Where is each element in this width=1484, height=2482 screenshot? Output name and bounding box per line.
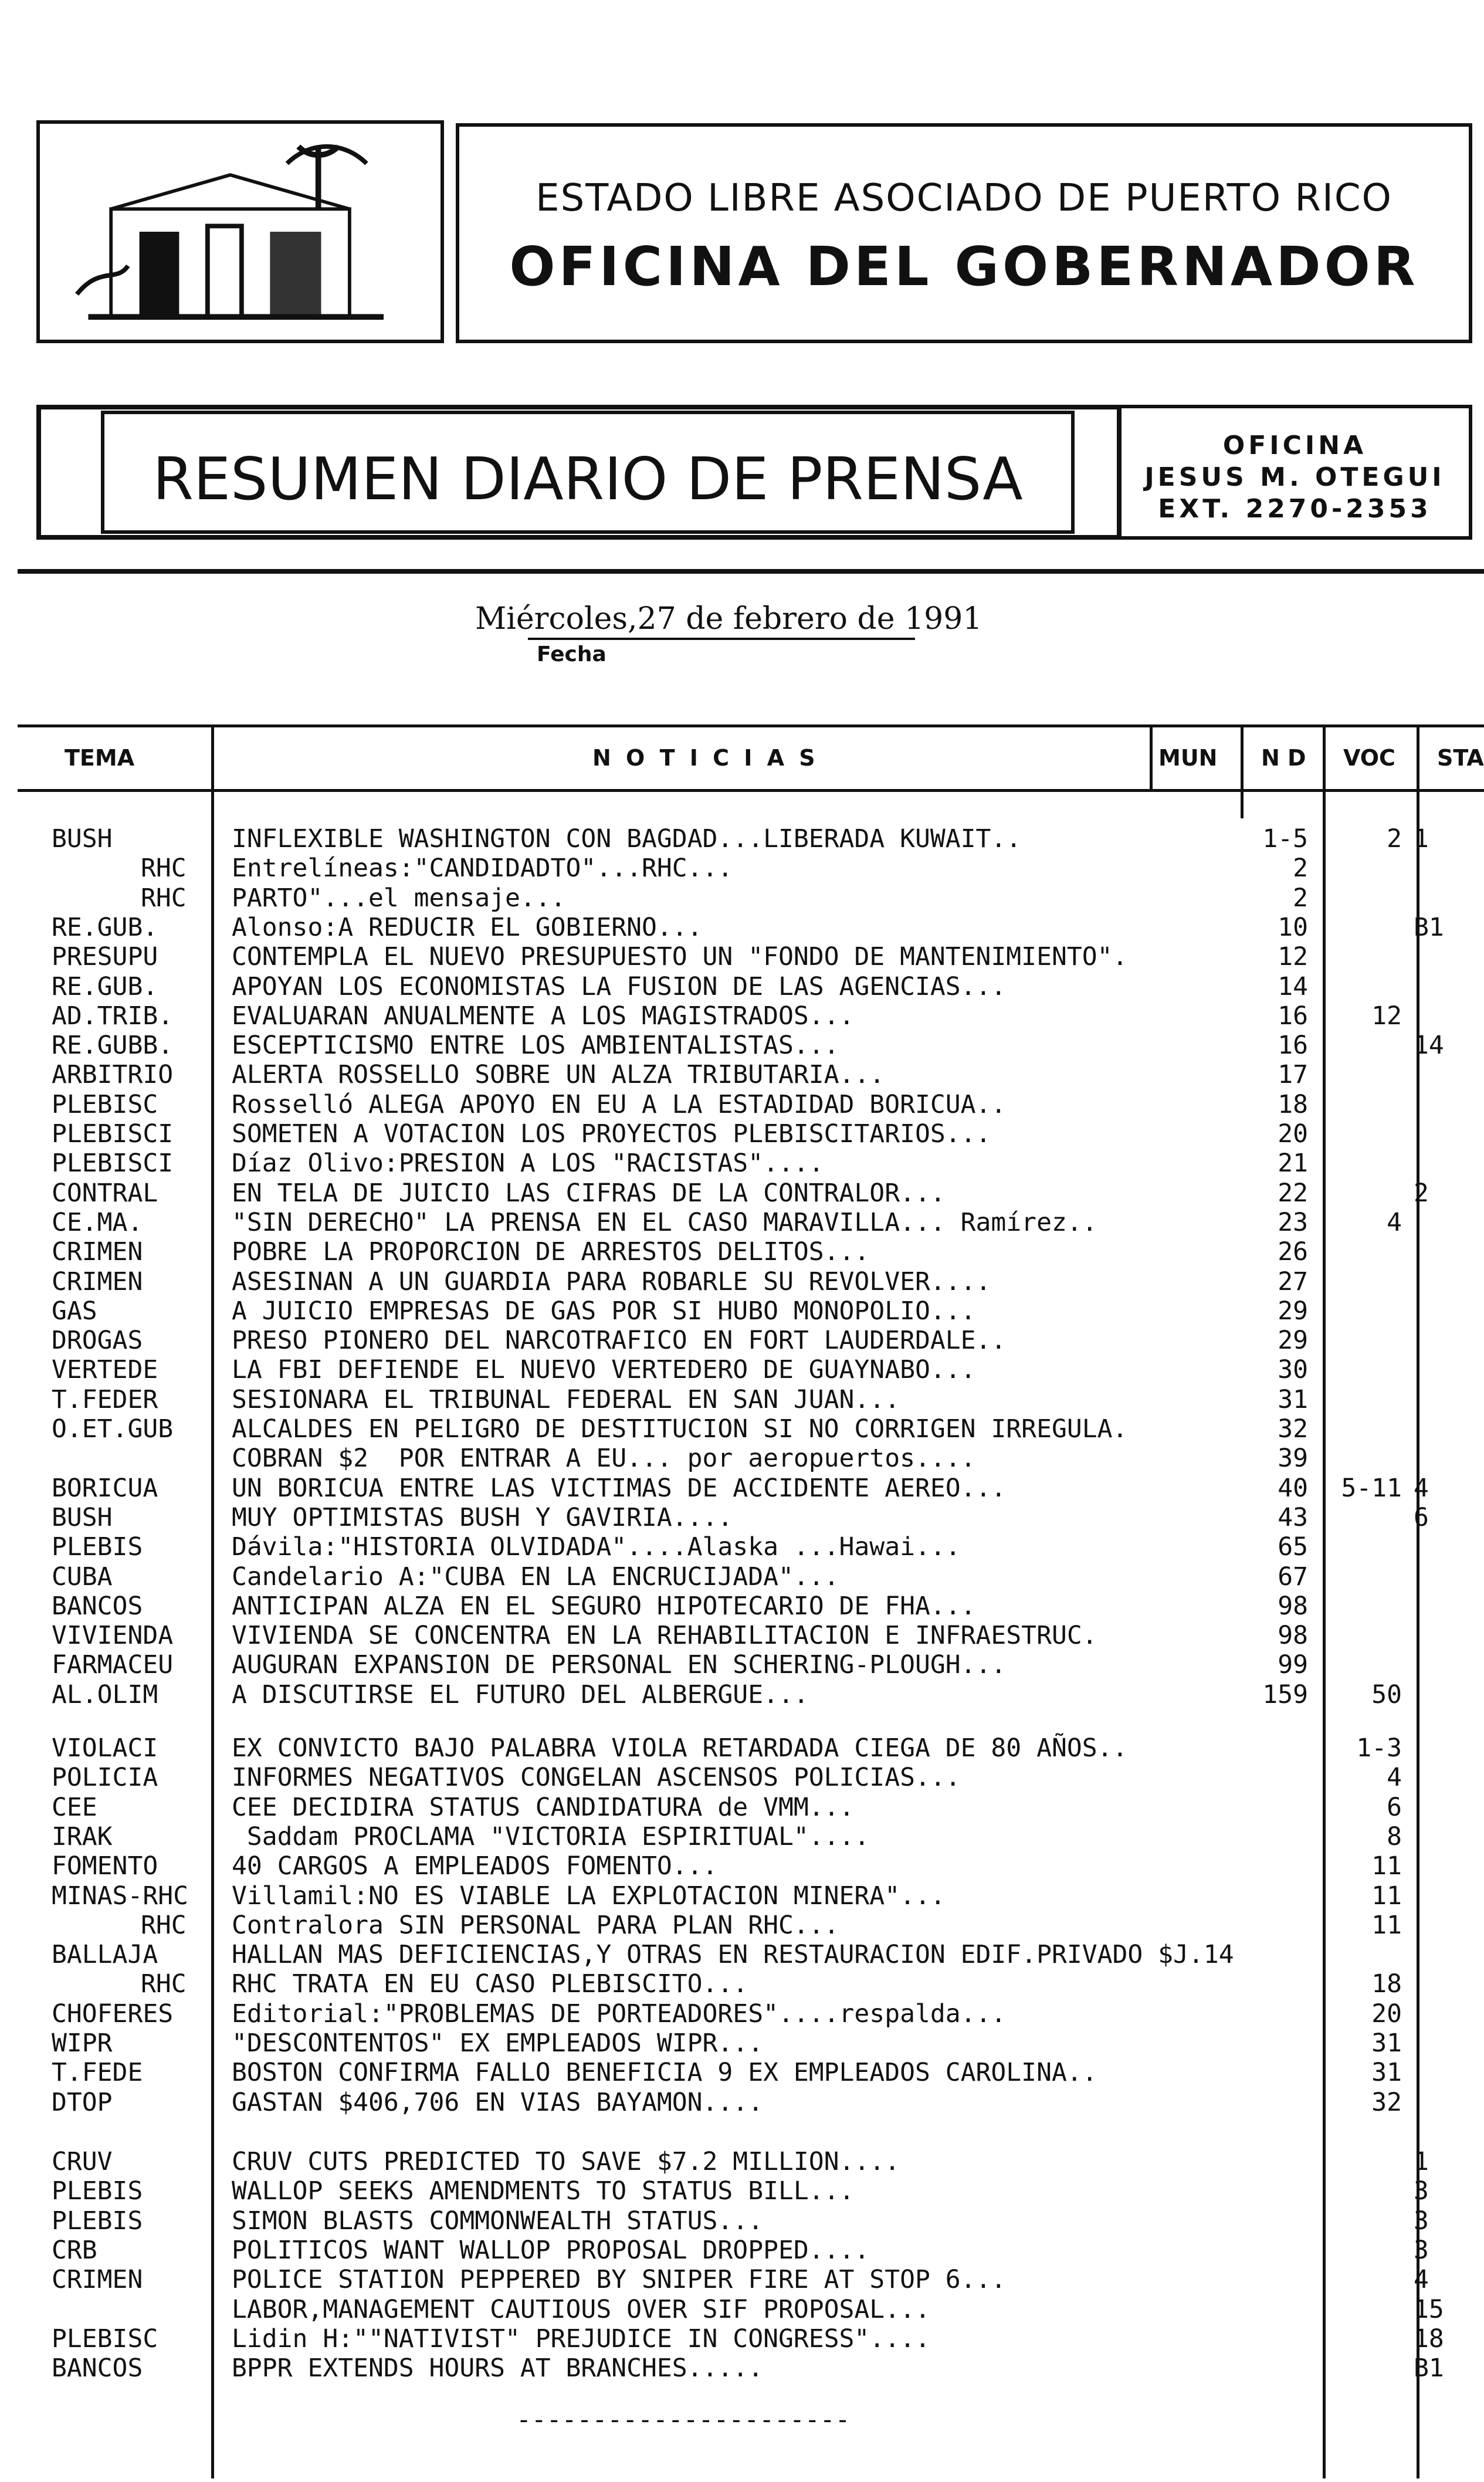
col-header-mun: MUN: [1158, 745, 1218, 771]
table-row: [0, 1881, 1484, 1911]
row-noticia: Dávila:"HISTORIA OLVIDADA"....Alaska ...Hawai...: [232, 1532, 961, 1562]
row-sta: 3: [1414, 2176, 1429, 2206]
row-tema: T.FEDE: [52, 2058, 143, 2088]
table-row: [0, 1969, 1484, 1999]
row-noticia: PARTO"...el mensaje...: [232, 883, 566, 913]
row-voc: 11: [1371, 1910, 1402, 1940]
row-tema: IRAK: [52, 1821, 113, 1851]
row-noticia: Díaz Olivo:PRESION A LOS "RACISTAS"....: [232, 1149, 824, 1179]
row-tema: BUSH: [52, 1502, 113, 1532]
table-row: [0, 1911, 1484, 1940]
table-row: [0, 1296, 1484, 1326]
row-tema: MINAS-RHC: [52, 1881, 188, 1911]
row-nd: 159: [1262, 1680, 1308, 1709]
row-noticia: Entrelíneas:"CANDIDADTO"...RHC...: [232, 854, 733, 883]
table-row: [0, 824, 1484, 854]
oficina-name: JESUS M. OTEGUI: [1144, 462, 1445, 492]
table-row: [0, 2324, 1484, 2354]
row-sta: 1: [1414, 824, 1429, 854]
row-noticia: POBRE LA PROPORCION DE ARRESTOS DELITOS...: [232, 1237, 870, 1267]
row-tema: DTOP: [52, 2087, 113, 2117]
row-voc: 5-11: [1341, 1473, 1402, 1503]
row-sta: 1: [1414, 2147, 1429, 2176]
table-row: [0, 1208, 1484, 1237]
table-row: [0, 1149, 1484, 1178]
table-row: [0, 1621, 1484, 1650]
row-tema: CRIMEN: [52, 1237, 143, 1267]
row-nd: 31: [1278, 1384, 1308, 1414]
row-tema: CEE: [52, 1792, 97, 1822]
mun-column-divider: [1150, 724, 1153, 789]
row-noticia: Villamil:NO ES VIABLE LA EXPLOTACION MINERA"...: [232, 1881, 946, 1911]
government-header: [456, 123, 1472, 343]
row-tema: DROGAS: [52, 1326, 143, 1356]
row-tema: ARBITRIO: [52, 1060, 174, 1090]
row-voc: 20: [1371, 1999, 1402, 2029]
date-underline: [528, 638, 915, 640]
table-row: [0, 1060, 1484, 1089]
row-voc: 2: [1387, 824, 1402, 854]
row-noticia: LA FBI DEFIENDE EL NUEVO VERTEDERO DE GUAYNABO...: [232, 1355, 976, 1385]
table-row: [0, 883, 1484, 913]
row-noticia: 40 CARGOS A EMPLEADOS FOMENTO...: [232, 1851, 718, 1881]
row-noticia: Rosselló ALEGA APOYO EN EU A LA ESTADIDAD BORICUA..: [232, 1089, 1007, 1119]
document-date: Miércoles,27 de febrero de 1991: [475, 601, 982, 636]
row-noticia: EN TELA DE JUICIO LAS CIFRAS DE LA CONTRALOR...: [232, 1178, 946, 1208]
row-nd: 29: [1278, 1296, 1308, 1326]
row-sta: 3: [1414, 2206, 1429, 2236]
row-noticia: HALLAN MAS DEFICIENCIAS,Y OTRAS EN RESTAURACION EDIF.PRIVADO $J.14: [232, 1940, 1234, 1970]
row-noticia: POLITICOS WANT WALLOP PROPOSAL DROPPED....: [232, 2235, 870, 2265]
row-voc: 8: [1387, 1821, 1402, 1851]
row-tema: WIPR: [52, 2029, 113, 2058]
table-row: [0, 2029, 1484, 2058]
row-tema: PLEBISC: [52, 2324, 158, 2354]
row-voc: 31: [1371, 2058, 1402, 2088]
row-noticia: INFORMES NEGATIVOS CONGELAN ASCENSOS POLICIAS...: [232, 1763, 961, 1793]
row-tema: CRIMEN: [52, 1267, 143, 1296]
table-row: [0, 1031, 1484, 1060]
row-nd: 99: [1278, 1650, 1308, 1680]
row-tema: RHC: [141, 883, 187, 913]
col-header-voc: VOC: [1343, 745, 1395, 771]
table-row: [0, 2088, 1484, 2117]
table-row: [0, 1326, 1484, 1355]
table-row: [0, 942, 1484, 971]
row-tema: CRUV: [52, 2147, 113, 2176]
row-noticia: ALCALDES EN PELIGRO DE DESTITUCION SI NO CORRIGEN IRREGULA.: [232, 1414, 1128, 1444]
row-tema: O.ET.GUB: [52, 1414, 174, 1444]
row-noticia: POLICE STATION PEPPERED BY SNIPER FIRE AT STOP 6...: [232, 2265, 1007, 2295]
row-tema: CRIMEN: [52, 2265, 143, 2295]
row-tema: PLEBIS: [52, 1532, 143, 1562]
table-row: [0, 913, 1484, 942]
table-row: [0, 1592, 1484, 1621]
row-nd: 98: [1278, 1591, 1308, 1621]
row-sta: 6: [1414, 1502, 1429, 1532]
table-row: [0, 2147, 1484, 2176]
row-voc: 32: [1371, 2087, 1402, 2117]
row-nd: 27: [1278, 1267, 1308, 1296]
row-sta: 15: [1414, 2294, 1444, 2324]
row-voc: 11: [1371, 1851, 1402, 1881]
table-row: [0, 854, 1484, 883]
col-header-nd: N D: [1261, 745, 1306, 771]
row-noticia: ANTICIPAN ALZA EN EL SEGURO HIPOTECARIO DE FHA...: [232, 1591, 976, 1621]
row-voc: 12: [1371, 1001, 1402, 1031]
table-row: [0, 1414, 1484, 1444]
row-sta: 2: [1414, 1178, 1429, 1208]
row-tema: PLEBISC: [52, 1089, 158, 1119]
row-tema: FOMENTO: [52, 1851, 158, 1881]
table-row: [0, 2354, 1484, 2383]
row-voc: 6: [1387, 1792, 1402, 1822]
row-noticia: SOMETEN A VOTACION LOS PROYECTOS PLEBISCITARIOS...: [232, 1119, 991, 1149]
row-tema: PRESUPU: [52, 942, 158, 972]
oficina-extension: EXT. 2270-2353: [1158, 494, 1432, 524]
row-nd: 43: [1278, 1502, 1308, 1532]
row-sta: 4: [1414, 1473, 1429, 1503]
table-row: [0, 2265, 1484, 2294]
governor-mansion-emblem: [36, 120, 444, 343]
row-tema: CE.MA.: [52, 1207, 143, 1237]
document-title: RESUMEN DIARIO DE PRENSA: [153, 445, 1023, 513]
row-tema: T.FEDER: [52, 1384, 158, 1414]
row-tema: BANCOS: [52, 2354, 143, 2383]
table-row: [0, 2206, 1484, 2236]
row-noticia: MUY OPTIMISTAS BUSH Y GAVIRIA....: [232, 1502, 733, 1532]
table-header-rule: [18, 789, 1484, 792]
table-row: [0, 2236, 1484, 2265]
row-tema: CONTRAL: [52, 1178, 158, 1208]
row-tema: RHC: [141, 1910, 187, 1940]
row-voc: 50: [1371, 1680, 1402, 1709]
date-label: Fecha: [537, 642, 607, 666]
contact-box: [1117, 405, 1472, 540]
row-tema: POLICIA: [52, 1763, 158, 1793]
table-row: [0, 1562, 1484, 1592]
row-nd: 98: [1278, 1621, 1308, 1651]
oficina-label: OFICINA: [1222, 431, 1367, 460]
row-noticia: BOSTON CONFIRMA FALLO BENEFICIA 9 EX EMPLEADOS CAROLINA..: [232, 2058, 1097, 2088]
row-nd: 40: [1278, 1473, 1308, 1503]
row-nd: 65: [1278, 1532, 1308, 1562]
row-noticia: EX CONVICTO BAJO PALABRA VIOLA RETARDADA CIEGA DE 80 AÑOS..: [232, 1733, 1128, 1763]
row-tema: CUBA: [52, 1562, 113, 1592]
row-tema: RE.GUBB.: [52, 1031, 174, 1061]
table-row: [0, 1444, 1484, 1473]
row-noticia: SESIONARA EL TRIBUNAL FEDERAL EN SAN JUAN...: [232, 1384, 900, 1414]
row-noticia: EVALUARAN ANUALMENTE A LOS MAGISTRADOS...: [232, 1001, 855, 1031]
row-noticia: PRESO PIONERO DEL NARCOTRAFICO EN FORT LAUDERDALE..: [232, 1326, 1007, 1356]
row-noticia: AUGURAN EXPANSION DE PERSONAL EN SCHERING-PLOUGH...: [232, 1650, 1007, 1680]
row-noticia: CONTEMPLA EL NUEVO PRESUPUESTO UN "FONDO DE MANTENIMIENTO".: [232, 942, 1128, 972]
row-nd: 23: [1278, 1207, 1308, 1237]
state-name: ESTADO LIBRE ASOCIADO DE PUERTO RICO: [536, 177, 1392, 220]
row-tema: AD.TRIB.: [52, 1001, 174, 1031]
row-tema: PLEBISCI: [52, 1149, 174, 1179]
row-voc: 18: [1371, 1969, 1402, 1999]
row-noticia: INFLEXIBLE WASHINGTON CON BAGDAD...LIBERADA KUWAIT..: [232, 824, 1022, 854]
row-tema: BUSH: [52, 824, 113, 854]
row-voc: 1-3: [1356, 1733, 1402, 1763]
row-nd: 20: [1278, 1119, 1308, 1149]
row-noticia: A JUICIO EMPRESAS DE GAS POR SI HUBO MONOPOLIO...: [232, 1296, 976, 1326]
row-noticia: CRUV CUTS PREDICTED TO SAVE $7.2 MILLION....: [232, 2147, 900, 2176]
row-nd: 21: [1278, 1149, 1308, 1179]
row-nd: 30: [1278, 1355, 1308, 1385]
row-voc: 11: [1371, 1881, 1402, 1911]
row-noticia: CEE DECIDIRA STATUS CANDIDATURA de VMM...: [232, 1792, 855, 1822]
row-noticia: Saddam PROCLAMA "VICTORIA ESPIRITUAL"....: [232, 1821, 870, 1851]
row-nd: 18: [1278, 1089, 1308, 1119]
table-row: [0, 1650, 1484, 1680]
table-row: [0, 1851, 1484, 1881]
row-noticia: SIMON BLASTS COMMONWEALTH STATUS...: [232, 2206, 764, 2236]
header-divider: [18, 569, 1484, 574]
row-tema: BORICUA: [52, 1473, 158, 1503]
table-row: [0, 2176, 1484, 2206]
col-header-noticias: N O T I C I A S: [592, 745, 819, 771]
row-nd: 26: [1278, 1237, 1308, 1267]
table-row: [0, 2295, 1484, 2324]
row-tema: VIOLACI: [52, 1733, 158, 1763]
row-tema: RE.GUB.: [52, 971, 158, 1001]
end-of-list-mark: ----------------------: [516, 2405, 851, 2434]
col-header-sta: STA: [1437, 745, 1484, 771]
row-sta: 18: [1414, 2324, 1444, 2354]
table-row: [0, 1940, 1484, 1969]
table-row: [0, 1179, 1484, 1208]
row-sta: 3: [1414, 2235, 1429, 2265]
table-row: [0, 1119, 1484, 1149]
row-voc: 31: [1371, 2029, 1402, 2058]
row-noticia: ALERTA ROSSELLO SOBRE UN ALZA TRIBUTARIA...: [232, 1060, 885, 1090]
row-tema: RHC: [141, 854, 187, 883]
row-noticia: ESCEPTICISMO ENTRE LOS AMBIENTALISTAS...: [232, 1031, 839, 1061]
row-noticia: A DISCUTIRSE EL FUTURO DEL ALBERGUE...: [232, 1680, 809, 1709]
row-sta: B1: [1414, 912, 1444, 942]
table-row: [0, 1999, 1484, 2029]
table-row: [0, 1532, 1484, 1562]
row-noticia: Candelario A:"CUBA EN LA ENCRUCIJADA"...: [232, 1562, 839, 1592]
table-top-rule: [18, 724, 1484, 727]
table-row: [0, 1385, 1484, 1414]
row-noticia: UN BORICUA ENTRE LAS VICTIMAS DE ACCIDENTE AEREO...: [232, 1473, 1007, 1503]
table-row: [0, 1733, 1484, 1763]
row-noticia: COBRAN $2 POR ENTRAR A EU... por aeropuertos....: [232, 1444, 976, 1474]
table-row: [0, 1267, 1484, 1296]
row-tema: BANCOS: [52, 1591, 143, 1621]
row-noticia: Editorial:"PROBLEMAS DE PORTEADORES"....respalda...: [232, 1999, 1007, 2029]
table-row: [0, 1680, 1484, 1709]
row-nd: 14: [1278, 971, 1308, 1001]
row-nd: 22: [1278, 1178, 1308, 1208]
table-row: [0, 1763, 1484, 1792]
mansion-drawing: [40, 124, 441, 340]
office-name: OFICINA DEL GOBERNADOR: [509, 235, 1419, 298]
table-row: [0, 1474, 1484, 1503]
row-tema: VIVIENDA: [52, 1621, 174, 1651]
table-row: [0, 1822, 1484, 1851]
row-nd: 2: [1293, 883, 1308, 913]
row-noticia: GASTAN $406,706 EN VIAS BAYAMON....: [232, 2087, 764, 2117]
table-row: [0, 972, 1484, 1001]
row-nd: 2: [1293, 854, 1308, 883]
row-noticia: LABOR,MANAGEMENT CAUTIOUS OVER SIF PROPOSAL...: [232, 2294, 930, 2324]
row-tema: PLEBISCI: [52, 1119, 174, 1149]
row-noticia: "DESCONTENTOS" EX EMPLEADOS WIPR...: [232, 2029, 764, 2058]
row-tema: VERTEDE: [52, 1355, 158, 1385]
row-nd: 10: [1278, 912, 1308, 942]
row-tema: RHC: [141, 1969, 187, 1999]
row-nd: 16: [1278, 1001, 1308, 1031]
row-noticia: Lidin H:""NATIVIST" PREJUDICE IN CONGRESS"....: [232, 2324, 930, 2354]
table-row: [0, 2058, 1484, 2087]
row-nd: 16: [1278, 1031, 1308, 1061]
row-tema: GAS: [52, 1296, 97, 1326]
row-tema: PLEBIS: [52, 2206, 143, 2236]
row-sta: B1: [1414, 2354, 1444, 2383]
table-row: [0, 1793, 1484, 1822]
row-noticia: ASESINAN A UN GUARDIA PARA ROBARLE SU REVOLVER....: [232, 1267, 991, 1296]
row-nd: 67: [1278, 1562, 1308, 1592]
row-noticia: Contralora SIN PERSONAL PARA PLAN RHC...: [232, 1910, 839, 1940]
row-tema: CRB: [52, 2235, 97, 2265]
col-header-tema: TEMA: [65, 745, 135, 771]
row-nd: 12: [1278, 942, 1308, 972]
row-noticia: VIVIENDA SE CONCENTRA EN LA REHABILITACION E INFRAESTRUC.: [232, 1621, 1097, 1651]
row-noticia: Alonso:A REDUCIR EL GOBIERNO...: [232, 912, 703, 942]
row-tema: RE.GUB.: [52, 912, 158, 942]
row-tema: CHOFERES: [52, 1999, 174, 2029]
table-row: [0, 1237, 1484, 1267]
row-sta: 4: [1414, 2265, 1429, 2295]
row-noticia: APOYAN LOS ECONOMISTAS LA FUSION DE LAS AGENCIAS...: [232, 971, 1007, 1001]
row-tema: FARMACEU: [52, 1650, 174, 1680]
row-nd: 1-5: [1262, 824, 1308, 854]
row-sta: 14: [1414, 1031, 1444, 1061]
row-voc: 4: [1387, 1207, 1402, 1237]
resumen-title-box: [101, 411, 1075, 534]
table-row: [0, 1503, 1484, 1532]
row-noticia: WALLOP SEEKS AMENDMENTS TO STATUS BILL...: [232, 2176, 855, 2206]
row-nd: 29: [1278, 1326, 1308, 1356]
row-voc: 4: [1387, 1763, 1402, 1793]
table-row: [0, 1355, 1484, 1384]
table-row: [0, 1090, 1484, 1119]
row-noticia: "SIN DERECHO" LA PRENSA EN EL CASO MARAVILLA... Ramírez..: [232, 1207, 1097, 1237]
row-tema: BALLAJA: [52, 1940, 158, 1970]
row-tema: AL.OLIM: [52, 1680, 158, 1709]
row-nd: 17: [1278, 1060, 1308, 1090]
row-nd: 32: [1278, 1414, 1308, 1444]
row-noticia: BPPR EXTENDS HOURS AT BRANCHES.....: [232, 2354, 764, 2383]
row-noticia: RHC TRATA EN EU CASO PLEBISCITO...: [232, 1969, 748, 1999]
table-row: [0, 1001, 1484, 1031]
row-tema: PLEBIS: [52, 2176, 143, 2206]
row-nd: 39: [1278, 1444, 1308, 1474]
nd-column-divider: [1241, 724, 1244, 818]
